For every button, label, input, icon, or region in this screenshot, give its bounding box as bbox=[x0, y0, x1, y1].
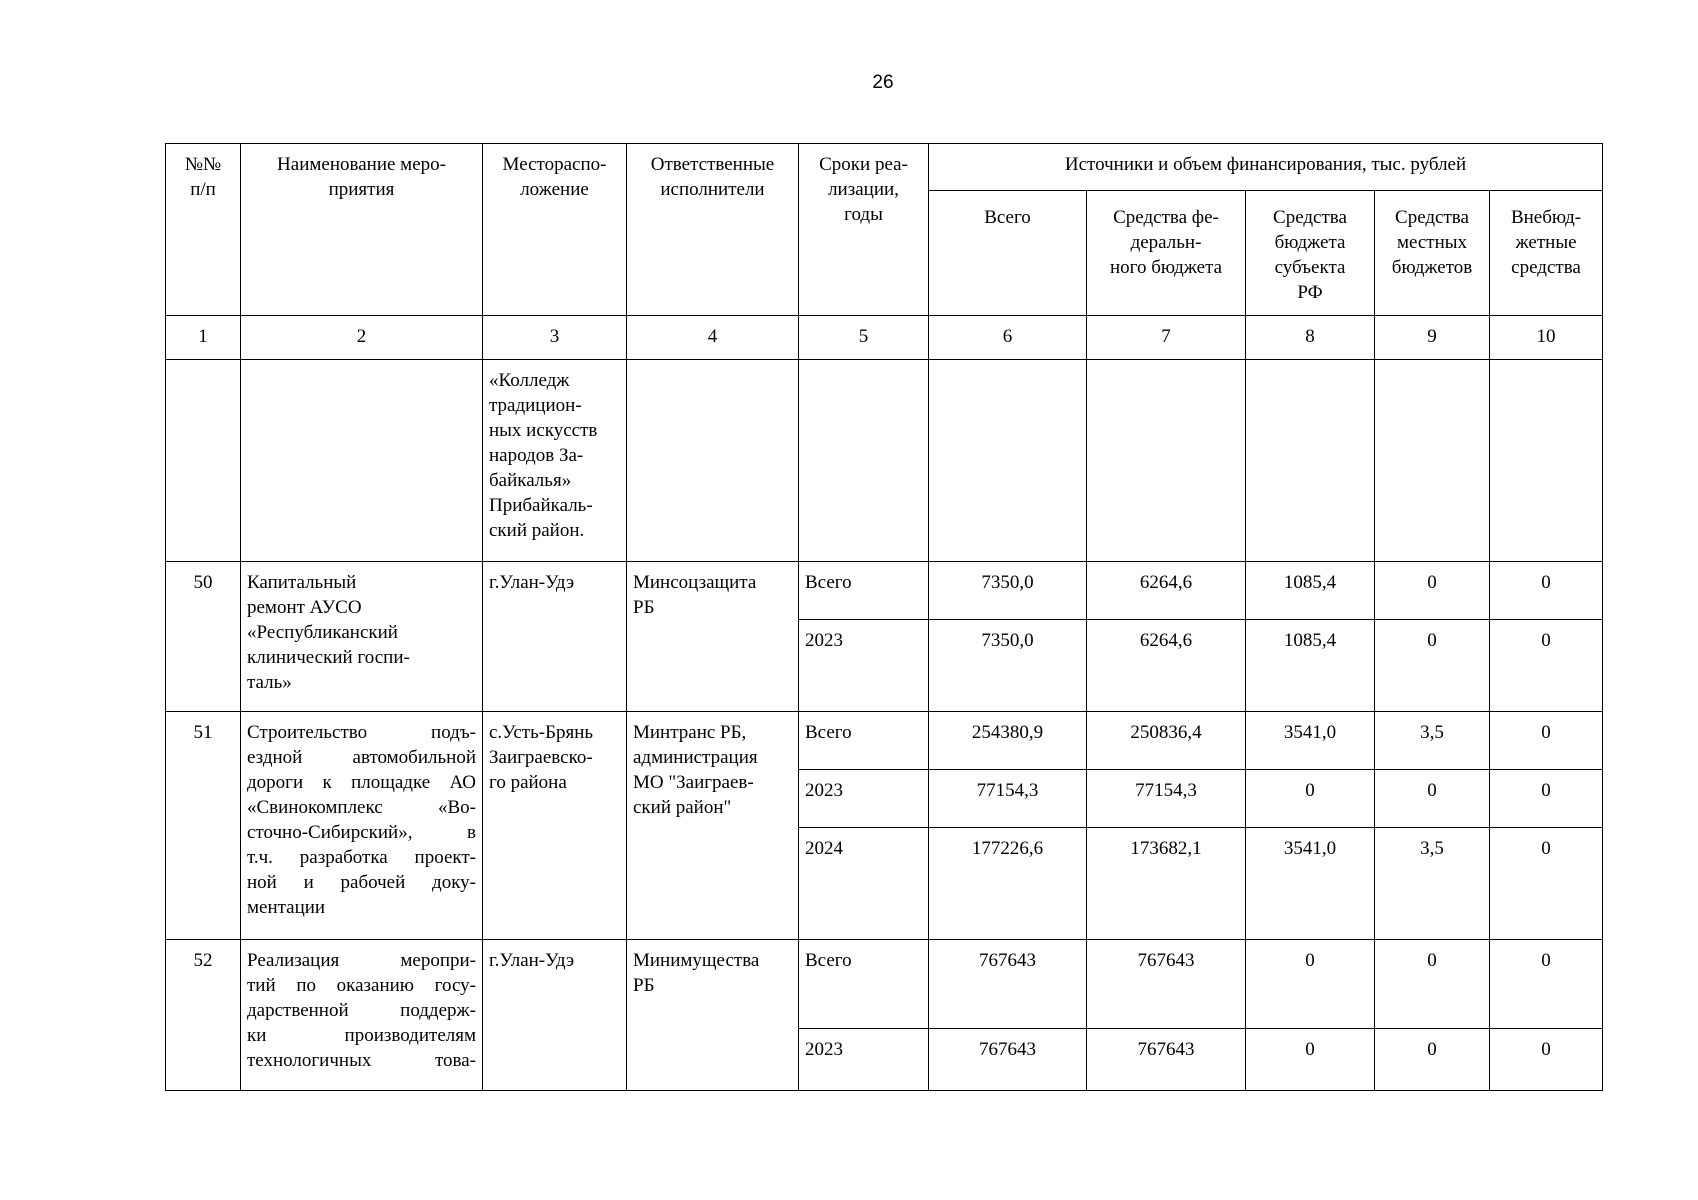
activity-executors bbox=[627, 712, 799, 940]
header-local-line: местных bbox=[1396, 232, 1468, 253]
activity-location-line: Заиграевско- bbox=[489, 747, 593, 768]
activity-name-line: т.ч. разработка проект- bbox=[247, 847, 476, 868]
header-no-line: №№ bbox=[184, 154, 222, 175]
header-location-line: ложение bbox=[520, 179, 589, 200]
activity-name-line: ментации bbox=[247, 897, 326, 918]
column-number-7: 7 bbox=[1087, 316, 1246, 360]
header-financing-group: Источники и объем финансирования, тыс. рублей bbox=[929, 144, 1603, 191]
amount-local: 0 bbox=[1375, 1029, 1490, 1091]
period-term: 2023 bbox=[799, 770, 929, 828]
amount-local: 3,5 bbox=[1375, 712, 1490, 770]
amount-offbudget: 0 bbox=[1490, 712, 1603, 770]
header-no-line: п/п bbox=[190, 179, 216, 200]
header-name-line: Наименование меро- bbox=[277, 154, 446, 175]
activity-executors-line: Минимущества bbox=[633, 950, 760, 971]
amount-federal: 6264,6 bbox=[1087, 620, 1246, 712]
activity-name-line: «Республиканский bbox=[247, 622, 398, 643]
period-term: Всего bbox=[799, 712, 929, 770]
activity-executors-line: Минтранс РБ, bbox=[633, 722, 747, 743]
amount-subject: 3541,0 bbox=[1246, 712, 1375, 770]
continuation-location-line: традицион- bbox=[489, 395, 582, 416]
activity-location-line: г.Улан-Удэ bbox=[489, 572, 575, 593]
header-terms bbox=[799, 144, 929, 316]
table-row bbox=[166, 940, 1603, 1029]
amount-federal: 767643 bbox=[1087, 940, 1246, 1029]
column-number-2: 2 bbox=[241, 316, 483, 360]
activity-name bbox=[241, 712, 483, 940]
header-terms-line: Сроки реа- bbox=[819, 154, 908, 175]
activity-name-line: клинический госпи- bbox=[247, 647, 410, 668]
header-offbudget-line: Внебюд- bbox=[1510, 207, 1582, 228]
header-federal bbox=[1087, 191, 1246, 316]
amount-offbudget: 0 bbox=[1490, 562, 1603, 620]
amount-total: 767643 bbox=[929, 940, 1087, 1029]
activity-location-line: г.Улан-Удэ bbox=[489, 950, 575, 971]
continuation-location-line: «Колледж bbox=[489, 370, 570, 391]
column-number-4: 4 bbox=[627, 316, 799, 360]
header-executors bbox=[627, 144, 799, 316]
column-number-1: 1 bbox=[166, 316, 241, 360]
header-executors-line: Ответственные bbox=[650, 154, 775, 175]
continuation-location-line: народов За- bbox=[489, 445, 584, 466]
activity-name-line: Строительство подъ- bbox=[247, 722, 476, 743]
header-federal-line: деральн- bbox=[1130, 232, 1202, 253]
activity-name-line: таль» bbox=[247, 672, 292, 693]
header-name-line: приятия bbox=[328, 179, 395, 200]
amount-local: 3,5 bbox=[1375, 828, 1490, 940]
amount-total: 767643 bbox=[929, 1029, 1087, 1091]
amount-total: 254380,9 bbox=[929, 712, 1087, 770]
activity-executors-line: РБ bbox=[633, 597, 655, 618]
amount-local: 0 bbox=[1375, 620, 1490, 712]
table-row bbox=[166, 712, 1603, 770]
activity-name-line: дороги к площадке АО bbox=[247, 772, 476, 793]
amount-total: 77154,3 bbox=[929, 770, 1087, 828]
header-subject-line: субъекта bbox=[1274, 257, 1346, 278]
period-term: 2024 bbox=[799, 828, 929, 940]
amount-offbudget: 0 bbox=[1490, 828, 1603, 940]
row-number: 52 bbox=[166, 940, 241, 1091]
header-federal-line: ного бюджета bbox=[1109, 257, 1223, 278]
amount-federal: 77154,3 bbox=[1087, 770, 1246, 828]
period-term: 2023 bbox=[799, 1029, 929, 1091]
column-number-9: 9 bbox=[1375, 316, 1490, 360]
activity-executors-line: администрация bbox=[633, 747, 758, 768]
column-number-6: 6 bbox=[929, 316, 1087, 360]
activity-name-line: Реализация меропри- bbox=[247, 950, 476, 971]
activity-executors-line: Минсоцзащита bbox=[633, 572, 757, 593]
amount-subject: 1085,4 bbox=[1246, 562, 1375, 620]
amount-subject: 1085,4 bbox=[1246, 620, 1375, 712]
amount-federal: 767643 bbox=[1087, 1029, 1246, 1091]
activity-name-line: ездной автомобильной bbox=[247, 747, 476, 768]
activity-name-line: ки производителям bbox=[247, 1025, 476, 1046]
activity-name-line: Капитальный bbox=[247, 572, 357, 593]
activity-executors-line: МО "Заиграев- bbox=[633, 772, 754, 793]
header-federal-line: Средства фе- bbox=[1113, 207, 1219, 228]
continuation-location-line: Прибайкаль- bbox=[489, 495, 593, 516]
header-total: Всего bbox=[929, 191, 1087, 316]
amount-offbudget: 0 bbox=[1490, 1029, 1603, 1091]
activity-executors-line: РБ bbox=[633, 975, 655, 996]
column-number-8: 8 bbox=[1246, 316, 1375, 360]
period-term: 2023 bbox=[799, 620, 929, 712]
amount-total: 177226,6 bbox=[929, 828, 1087, 940]
amount-federal: 6264,6 bbox=[1087, 562, 1246, 620]
table-row bbox=[166, 562, 1603, 620]
amount-offbudget: 0 bbox=[1490, 770, 1603, 828]
header-offbudget bbox=[1490, 191, 1603, 316]
header-local-line: бюджетов bbox=[1391, 257, 1473, 278]
header-no bbox=[166, 144, 241, 316]
amount-total: 7350,0 bbox=[929, 620, 1087, 712]
row-number: 50 bbox=[166, 562, 241, 712]
period-term: Всего bbox=[799, 562, 929, 620]
amount-subject: 0 bbox=[1246, 1029, 1375, 1091]
header-location bbox=[483, 144, 627, 316]
activity-location bbox=[483, 940, 627, 1091]
header-subject-line: Средства bbox=[1273, 207, 1347, 228]
row-number: 51 bbox=[166, 712, 241, 940]
column-numbers-row bbox=[166, 316, 1603, 360]
activity-name-line: ремонт АУСО bbox=[247, 597, 362, 618]
activity-executors bbox=[627, 562, 799, 712]
activity-name-line: «Свинокомплекс «Во- bbox=[247, 797, 476, 818]
header-terms-line: лизации, bbox=[828, 179, 899, 200]
header-subject-line: РФ bbox=[1297, 282, 1323, 303]
header-local-line: Средства bbox=[1395, 207, 1469, 228]
financing-table bbox=[165, 143, 1603, 1091]
period-term: Всего bbox=[799, 940, 929, 1029]
activity-executors-line: ский район" bbox=[633, 797, 732, 818]
continuation-location-line: ский район. bbox=[489, 520, 585, 541]
table-body bbox=[166, 360, 1603, 1091]
continuation-location-line: байкалья» bbox=[489, 470, 572, 491]
activity-name-line: технологичных това- bbox=[247, 1050, 476, 1071]
page-number: 26 bbox=[872, 72, 894, 93]
amount-federal: 250836,4 bbox=[1087, 712, 1246, 770]
column-number-10: 10 bbox=[1490, 316, 1603, 360]
header-location-line: Местораспо- bbox=[502, 154, 607, 175]
amount-local: 0 bbox=[1375, 770, 1490, 828]
amount-subject: 0 bbox=[1246, 770, 1375, 828]
amount-local: 0 bbox=[1375, 940, 1490, 1029]
amount-local: 0 bbox=[1375, 562, 1490, 620]
activity-name-line: сточно-Сибирский», в bbox=[247, 822, 476, 843]
activity-name bbox=[241, 562, 483, 712]
header-name bbox=[241, 144, 483, 316]
amount-offbudget: 0 bbox=[1490, 940, 1603, 1029]
amount-subject: 3541,0 bbox=[1246, 828, 1375, 940]
continuation-location-line: ных искусств bbox=[489, 420, 598, 441]
amount-total: 7350,0 bbox=[929, 562, 1087, 620]
activity-name bbox=[241, 940, 483, 1091]
activity-location bbox=[483, 562, 627, 712]
column-number-3: 3 bbox=[483, 316, 627, 360]
table-header bbox=[166, 144, 1603, 360]
activity-name-line: ной и рабочей доку- bbox=[247, 872, 476, 893]
header-local bbox=[1375, 191, 1490, 316]
activity-location bbox=[483, 712, 627, 940]
header-offbudget-line: жетные bbox=[1515, 232, 1577, 253]
activity-name-line: дарственной поддерж- bbox=[247, 1000, 476, 1021]
header-subject bbox=[1246, 191, 1375, 316]
continuation-location bbox=[483, 360, 627, 562]
continuation-row bbox=[166, 360, 1603, 562]
activity-location-line: с.Усть-Брянь bbox=[489, 722, 594, 743]
column-number-5: 5 bbox=[799, 316, 929, 360]
activity-name-line: тий по оказанию госу- bbox=[247, 975, 476, 996]
activity-location-line: го района bbox=[489, 772, 567, 793]
amount-offbudget: 0 bbox=[1490, 620, 1603, 712]
amount-federal: 173682,1 bbox=[1087, 828, 1246, 940]
header-subject-line: бюджета bbox=[1274, 232, 1346, 253]
header-executors-line: исполнители bbox=[660, 179, 765, 200]
activity-executors bbox=[627, 940, 799, 1091]
header-offbudget-line: средства bbox=[1511, 257, 1581, 278]
amount-subject: 0 bbox=[1246, 940, 1375, 1029]
header-terms-line: годы bbox=[844, 204, 883, 225]
